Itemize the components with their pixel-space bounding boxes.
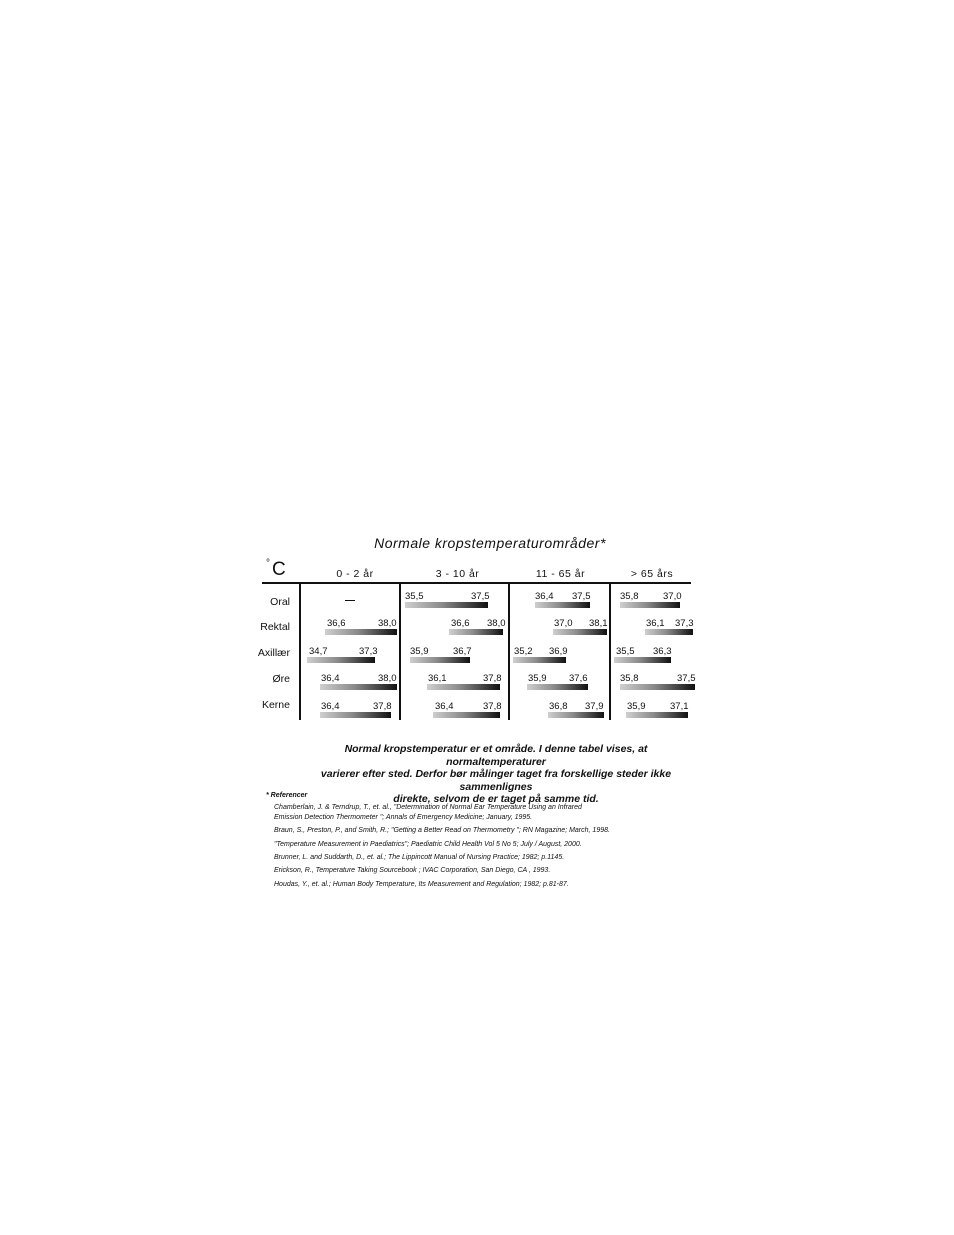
range-high: 37,1 <box>670 701 689 712</box>
degree-symbol: ° <box>266 557 270 569</box>
references-heading: * Referencer <box>266 792 308 799</box>
range-low: 35,9 <box>528 673 547 684</box>
range-bar <box>527 684 588 690</box>
reference-item: Braun, S., Preston, P., and Smith, R.; "Getting a Better Read on Thermometry "; RN Magazine; March, 1998. <box>274 827 610 834</box>
range-bar <box>620 684 695 690</box>
range-bar <box>535 602 590 608</box>
range-high: 37,8 <box>373 701 392 712</box>
reference-item: Chamberlain, J. & Terndrup, T., et. al., "Determination of Normal Ear Temperature Using an Infrared Emission Detection Thermometer "; Annals of Emergency Medicine; January, 1995. <box>274 804 582 821</box>
range-bar <box>626 712 688 718</box>
range-high: 37,6 <box>569 673 588 684</box>
range-low: 36,6 <box>327 618 346 629</box>
range-low: 36,4 <box>321 701 340 712</box>
range-bar <box>307 657 375 663</box>
range-bar <box>325 629 397 635</box>
range-low: 36,1 <box>428 673 447 684</box>
range-low: 36,1 <box>646 618 665 629</box>
range-bar <box>410 657 470 663</box>
range-high: 37,3 <box>359 646 378 657</box>
range-low: 36,4 <box>535 591 554 602</box>
note-line: varierer efter sted. Derfor bør målinger taget fra forskellige steder ikke sammenlignes <box>320 768 672 793</box>
range-bar <box>449 629 503 635</box>
range-bar <box>513 657 566 663</box>
row-label-axillaer: Axillær <box>257 647 290 659</box>
row-label-ore: Øre <box>272 673 290 685</box>
range-low: 36,4 <box>435 701 454 712</box>
range-high: 37,9 <box>585 701 604 712</box>
range-high: 36,9 <box>549 646 568 657</box>
range-high: 36,3 <box>653 646 672 657</box>
range-low: 36,8 <box>549 701 568 712</box>
no-data-dash <box>345 600 355 601</box>
reference-item: "Temperature Measurement in Paediatrics"; Paediatric Child Health Vol 5 No 5; July / August, 2000. <box>274 841 582 848</box>
range-low: 35,8 <box>620 673 639 684</box>
table-title: Normale kropstemperaturområder* <box>374 535 606 551</box>
range-bar <box>548 712 604 718</box>
range-low: 35,9 <box>627 701 646 712</box>
range-low: 35,5 <box>616 646 635 657</box>
range-high: 36,7 <box>453 646 472 657</box>
range-high: 37,3 <box>675 618 694 629</box>
range-bar <box>620 602 680 608</box>
range-high: 38,0 <box>487 618 506 629</box>
reference-item: Brunner, L. and Suddarth, D., et. al.; The Lippincott Manual of Nursing Practice; 1982; p.1145. <box>274 854 565 861</box>
column-header-0-2: 0 - 2 år <box>336 568 374 580</box>
range-low: 35,5 <box>405 591 424 602</box>
column-divider-3 <box>508 583 510 720</box>
reference-item: Houdas, Y., et. al.; Human Body Temperature, Its Measurement and Regulation; 1982; p.81-87. <box>274 881 569 888</box>
range-high: 37,5 <box>677 673 696 684</box>
row-label-oral: Oral <box>270 596 290 608</box>
column-divider-4 <box>609 583 611 720</box>
range-bar <box>433 712 500 718</box>
explanatory-note <box>296 743 696 806</box>
range-bar <box>553 629 607 635</box>
row-label-kerne: Kerne <box>261 699 290 711</box>
range-low: 37,0 <box>554 618 573 629</box>
range-high: 38,0 <box>378 618 397 629</box>
note-line: Normal kropstemperatur er et område. I denne tabel vises, at normaltemperaturer <box>344 743 648 768</box>
column-header-11-65: 11 - 65 år <box>535 568 586 580</box>
range-bar <box>427 684 500 690</box>
range-high: 37,5 <box>471 591 490 602</box>
range-bar <box>645 629 693 635</box>
range-low: 36,6 <box>451 618 470 629</box>
column-header-65plus: > 65 års <box>630 568 674 580</box>
range-high: 38,1 <box>589 618 608 629</box>
range-bar <box>320 712 391 718</box>
row-label-rektal: Rektal <box>260 621 290 633</box>
range-high: 37,8 <box>483 701 502 712</box>
range-high: 37,0 <box>663 591 682 602</box>
range-low: 35,9 <box>410 646 429 657</box>
range-high: 37,8 <box>483 673 502 684</box>
column-divider-1 <box>299 583 301 720</box>
range-low: 35,2 <box>514 646 533 657</box>
reference-item: Erickson, R., Temperature Taking Sourcebook ; IVAC Corporation, San Diego, CA , 1993. <box>274 867 551 874</box>
column-header-3-10: 3 - 10 år <box>435 568 480 580</box>
unit-label: ° C <box>266 557 286 580</box>
range-low: 36,4 <box>321 673 340 684</box>
header-divider <box>262 582 691 584</box>
note-line: direkte, selvom de er taget på samme tid. <box>393 793 599 805</box>
range-bar <box>405 602 488 608</box>
range-low: 34,7 <box>309 646 328 657</box>
range-high: 37,5 <box>572 591 591 602</box>
range-bar <box>614 657 671 663</box>
column-divider-2 <box>399 583 401 720</box>
range-high: 38,0 <box>378 673 397 684</box>
range-low: 35,8 <box>620 591 639 602</box>
range-bar <box>320 684 397 690</box>
